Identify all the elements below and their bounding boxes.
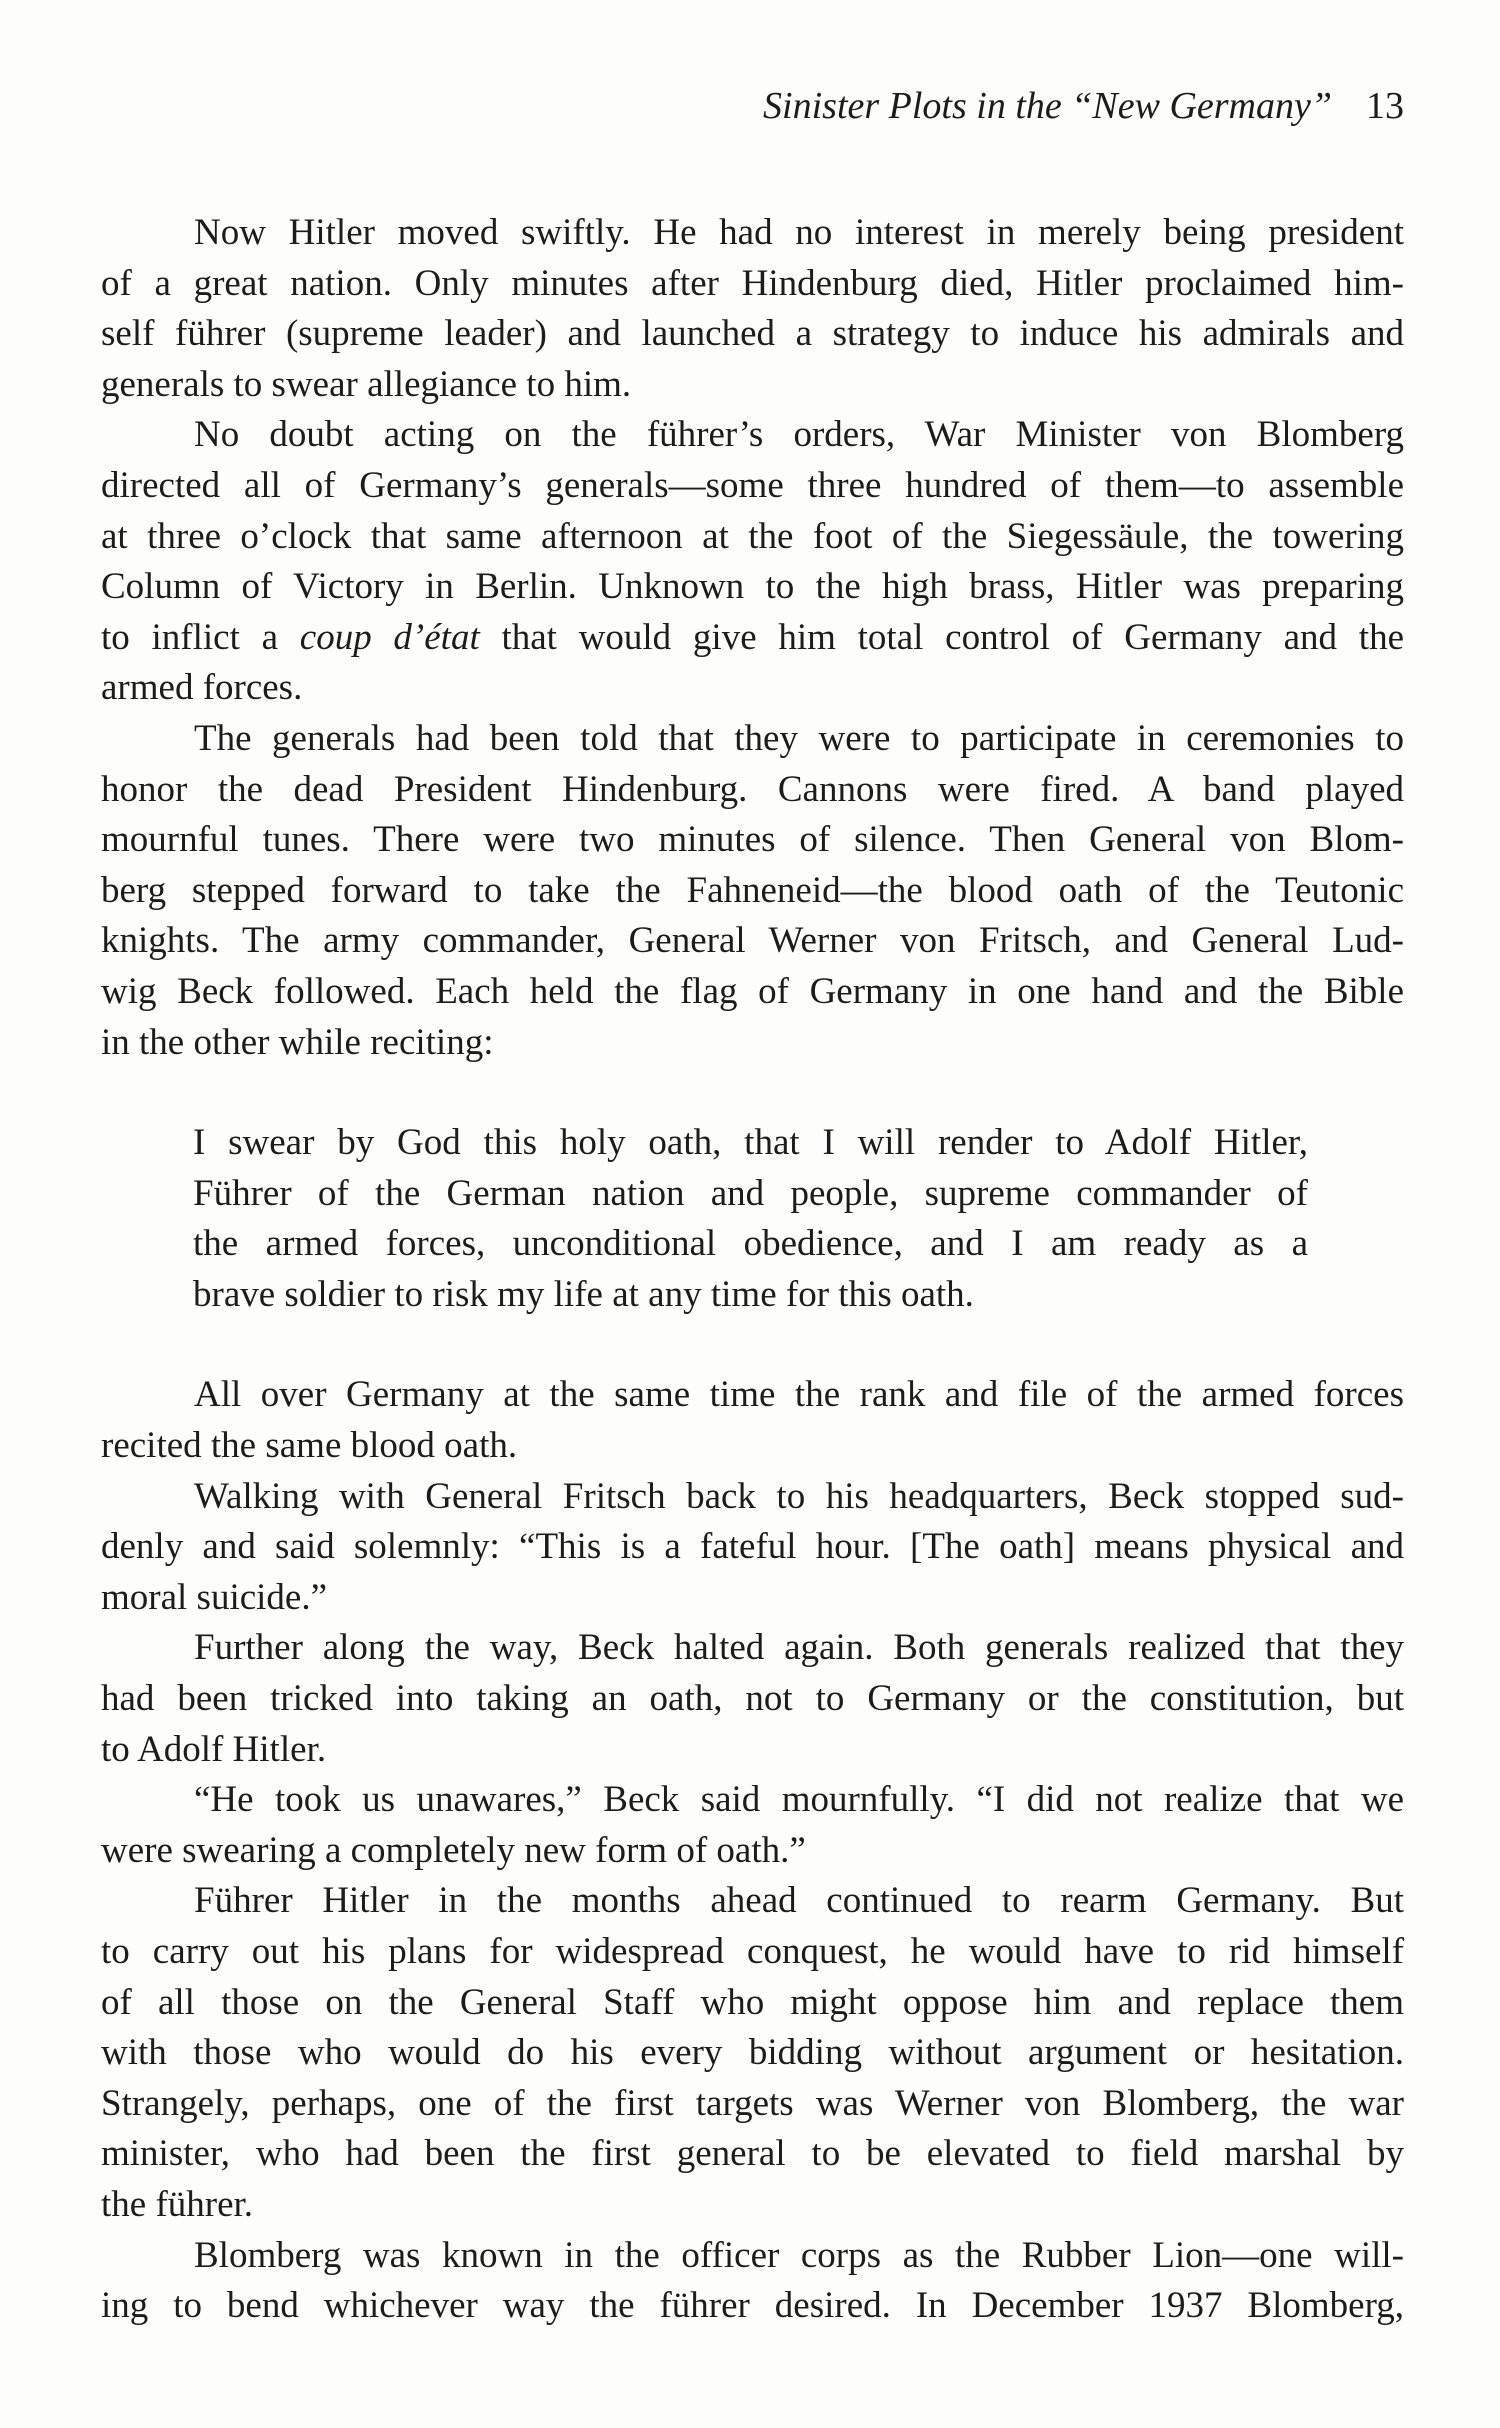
paragraph bbox=[101, 1876, 1404, 2230]
paragraph bbox=[101, 1370, 1404, 1471]
text-run: to inflict a bbox=[101, 616, 300, 658]
text-line: mournful tunes. There were two minutes of silence. Then General von Blom- bbox=[101, 819, 1404, 861]
text-line: All over Germany at the same time the rank and file of the armed forces bbox=[194, 1374, 1404, 1416]
text-line: were swearing a completely new form of oath.” bbox=[101, 1829, 806, 1871]
text-line: knights. The army commander, General Werner von Fritsch, and General Lud- bbox=[101, 920, 1404, 962]
text-line: Walking with General Fritsch back to his headquarters, Beck stopped sud- bbox=[194, 1475, 1404, 1517]
text-line: Blomberg was known in the officer corps as the Rubber Lion—one will- bbox=[194, 2234, 1404, 2276]
text-run: that would give him total control of Germany and the bbox=[501, 616, 1404, 658]
text-line: Now Hitler moved swiftly. He had no interest in merely being president bbox=[194, 212, 1404, 253]
running-header bbox=[763, 84, 1404, 128]
text-line: to carry out his plans for widespread conquest, he would have to rid himself bbox=[101, 1931, 1404, 1972]
text-line: Column of Victory in Berlin. Unknown to the high brass, Hitler was preparing bbox=[101, 566, 1404, 608]
text-line: wig Beck followed. Each held the flag of Germany in one hand and the Bible bbox=[101, 970, 1404, 1012]
text-line: “He took us unawares,” Beck said mournfully. “I did not realize that we bbox=[194, 1779, 1404, 1821]
text-line: in the other while reciting: bbox=[101, 1021, 494, 1063]
text-line: ing to bend whichever way the führer desired. In December 1937 Blomberg, bbox=[101, 2285, 1404, 2327]
quote-line: brave soldier to risk my life at any time for this oath. bbox=[193, 1273, 974, 1315]
italic-phrase: coup d’état bbox=[299, 616, 480, 658]
page-body bbox=[101, 208, 1404, 2332]
text-line: denly and said solemnly: “This is a fateful hour. [The oath] means physical and bbox=[101, 1526, 1404, 1568]
quote-line: the armed forces, unconditional obedience, and I am ready as a bbox=[193, 1223, 1308, 1265]
text-line: honor the dead President Hindenburg. Cannons were fired. A band played bbox=[101, 768, 1404, 810]
text-line: berg stepped forward to take the Fahneneid—the blood oath of the Teutonic bbox=[101, 869, 1404, 911]
text-line: No doubt acting on the führer’s orders, War Minister von Blomberg bbox=[194, 414, 1404, 456]
text-line: recited the same blood oath. bbox=[101, 1425, 518, 1467]
text-line: directed all of Germany’s generals—some three hundred of them—to assemble bbox=[101, 464, 1404, 506]
block-quote bbox=[193, 1118, 1308, 1320]
text-line: had been tricked into taking an oath, not to Germany or the constitution, but bbox=[101, 1678, 1404, 1720]
running-title: Sinister Plots in the “New Germany” bbox=[763, 85, 1332, 127]
text-line: armed forces. bbox=[101, 667, 303, 709]
text-line: at three o’clock that same afternoon at the foot of the Siegessäule, the towering bbox=[101, 515, 1404, 557]
paragraph bbox=[101, 1623, 1404, 1775]
text-line: Führer Hitler in the months ahead continued to rearm Germany. But bbox=[194, 1880, 1404, 1922]
text-line: to Adolf Hitler. bbox=[101, 1728, 327, 1770]
text-line: of a great nation. Only minutes after Hindenburg died, Hitler proclaimed him- bbox=[101, 262, 1404, 304]
text-line: minister, who had been the first general to be elevated to field marshal by bbox=[101, 2133, 1404, 2175]
quote-line: I swear by God this holy oath, that I will render to Adolf Hitler, bbox=[193, 1122, 1308, 1164]
text-line: with those who would do his every bidding without argument or hesitation. bbox=[101, 2032, 1404, 2074]
page-number: 13 bbox=[1366, 85, 1404, 127]
paragraph bbox=[101, 2231, 1404, 2332]
quote-line: Führer of the German nation and people, supreme commander of bbox=[193, 1172, 1308, 1214]
paragraph bbox=[101, 1472, 1404, 1624]
text-line: generals to swear allegiance to him. bbox=[101, 363, 632, 405]
text-line: Strangely, perhaps, one of the first targets was Werner von Blomberg, the war bbox=[101, 2082, 1404, 2124]
paragraph bbox=[101, 714, 1404, 1068]
text-line bbox=[101, 613, 1404, 664]
text-line: of all those on the General Staff who might oppose him and replace them bbox=[101, 1981, 1404, 2023]
text-line: self führer (supreme leader) and launched a strategy to induce his admirals and bbox=[101, 313, 1404, 355]
paragraph bbox=[101, 410, 1404, 714]
text-line: The generals had been told that they were to participate in ceremonies to bbox=[194, 717, 1404, 759]
text-line: the führer. bbox=[101, 2183, 254, 2225]
text-line: moral suicide.” bbox=[101, 1576, 328, 1618]
text-line: Further along the way, Beck halted again. Both generals realized that they bbox=[194, 1627, 1404, 1669]
paragraph bbox=[101, 208, 1404, 410]
paragraph bbox=[101, 1775, 1404, 1876]
